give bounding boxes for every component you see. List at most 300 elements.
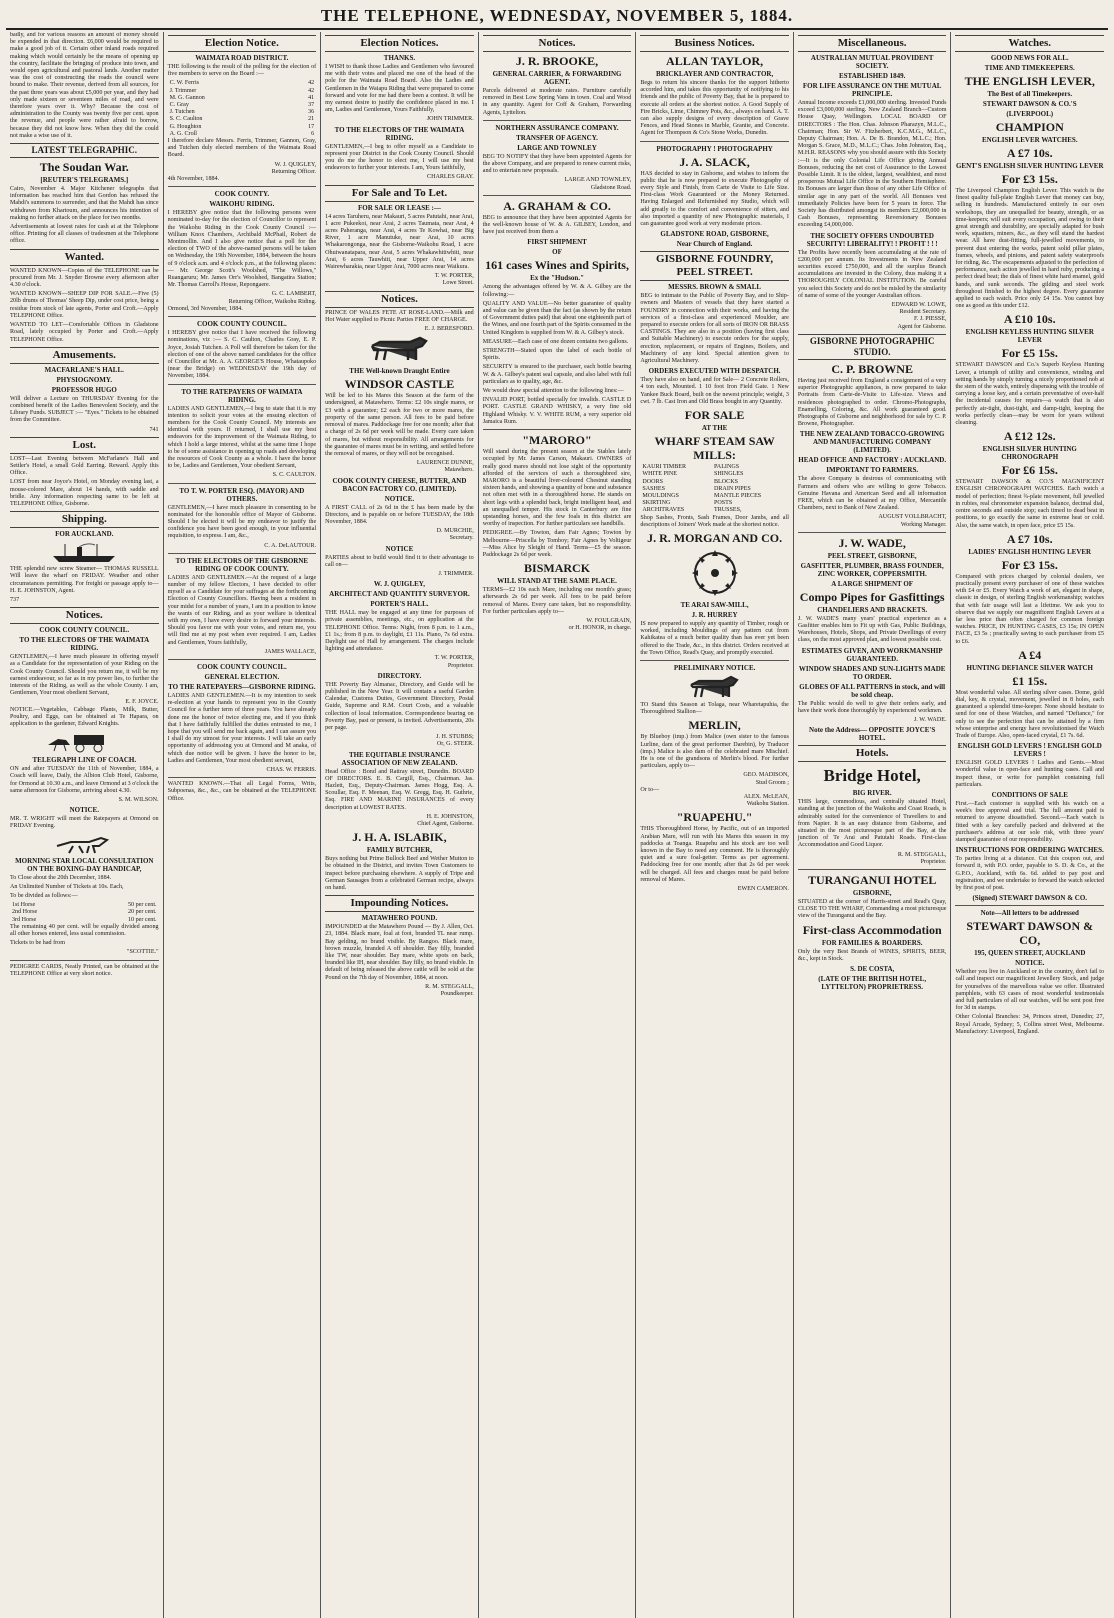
public-text: The Public would do well to give their orders early, and have their work done thoroughly by experienced workmen.	[797, 700, 947, 714]
price-heading: A £7 10s.	[1006, 146, 1053, 160]
table-row	[640, 479, 789, 486]
signature-address: Lowe Street.	[442, 280, 474, 287]
signature: F. J. PIESSE,	[913, 316, 947, 323]
sdc-address: 195, QUEEN STREET, AUCKLAND	[974, 949, 1086, 958]
timber-table	[640, 464, 789, 514]
price-heading: For £3 15s.	[1001, 172, 1058, 186]
soudan-war-heading: The Soudan War.	[39, 160, 129, 175]
lost-heading: Lost.	[10, 437, 159, 454]
watch-type: ENGLISH KEYLESS HUNTING SILVER LEVER	[965, 328, 1094, 345]
prize-table	[10, 902, 159, 924]
latest-telegraphic-heading: LATEST TELEGRAPHIC.	[10, 143, 159, 158]
price-heading: A £10 10s.	[1003, 312, 1056, 327]
notice-title: NOTICE.	[69, 806, 99, 815]
prize-label: 1st Horse	[12, 902, 36, 909]
english-lever-heading: THE ENGLISH LEVER,	[964, 74, 1095, 88]
tickets-from: Tickets to be had from	[10, 940, 65, 947]
brooke-title: GENERAL CARRIER, & FORWARDING AGENT.	[492, 70, 622, 86]
cairo-telegram: Cairo, November 4. Major Kitchener telegraphs that information has reached him that Gordon has refused the Mahdi's summons to surrender, and that the Mahdi has since withdrawn from Khartoum, and announces his intention of making no further attack on the place for two months.	[10, 186, 159, 221]
architect-title: ARCHITECT AND QUANTITY SURVEYOR.	[329, 590, 470, 599]
timber-item: MOULDINGS	[642, 492, 679, 499]
table-row	[10, 909, 159, 916]
price-heading: For £5 15s.	[1001, 346, 1058, 361]
divider	[640, 660, 789, 661]
equitable-title: THE EQUITABLE INSURANCE ASSOCIATION OF NEW ZEALAND.	[341, 750, 458, 767]
signature: LAURENCE DUNNE,	[416, 460, 474, 467]
table-row	[168, 109, 317, 116]
champion-heading: CHAMPION	[995, 120, 1064, 134]
nominations-notice: I HEREBY give notice that I have received the following nominations, viz :— S. C. Caulton, Charles Gray, E. P. Joyce, Josiah Tutchen. A Poll will therefore be taken for the election of one of the above named candidates for the office of Councillor at Mr. A. A. GEORGE'S House, Whataupoko (near the Bridge) on WEDNESDAY the 19th day of November, 1884.	[167, 330, 317, 380]
candidate-name: M. G. Gannon	[169, 94, 205, 101]
divided-line: To be divided as follows:—	[10, 893, 78, 900]
advantages-intro: Among the advantages offered by W. & A. Gilbey are the following:—	[482, 284, 632, 298]
items-for-sale: They have also on hand, and for Sale— 2 Concrete Rollers, 4 ton each, Mounted. 1 10 foot Iron Field Gate. 1 New Yankee Buck Board, built on the newest principle; weight, 3 cwt. 7 lb. Cast Iron and Old Brass bought in any Quantity.	[640, 377, 789, 405]
branches-text: Other Colonial Branches: 34, Princes street, Dunedin; 27, Royal Arcade, Sydney; 5, Collins street West, Melbourne. Manufactory: Liverpool, England.	[955, 1014, 1105, 1035]
bismarck-text: TERMS—£2 10s each Mare, including one month's grass; afterwards 2s 6d per week. All fees to be paid before removal of Mares. Every care taken, but no responsibility. For further particulars apply to—	[482, 587, 632, 615]
caulton-address: LADIES AND GENTLEMEN,—I beg to state that it is my intention to solicit your votes at the ensuing election of members for the Cook County Council. My interests are identical with yours. If returned, I shall use my best endeavors for the improvement of the Waimata Riding, to which I hold a large interest, whilst at the same time I hope to be of some assistance in opening up roads and developing the resources of Cook County as a whole. I have the honor to be, Ladies and Gentlemen, Your obedient Servant,	[167, 405, 317, 470]
instructions-title: INSTRUCTIONS FOR ORDERING WATCHES.	[955, 846, 1104, 855]
turanganui-text: SITUATED at the corner of Harris-street and Read's Quay, CLOSE TO THE WHARF, Commanding a most picturesque view of the Turanganui and the Bay.	[797, 898, 947, 920]
table-row	[10, 902, 159, 909]
poll-result-text: THE following is the result of the polling for the election of five members to serve on the Board :—	[167, 64, 317, 78]
ruapehu-heading: "RUAPEHU."	[676, 810, 753, 825]
quality-text: QUALITY AND VALUE—No better guarantee of quality and value can be given than the fact (as shown by the return of Government duties paid) that about one eighteenth part of the Wines, and one fourth part of the Spirits consumed in the United Kingdom is supplied from W. & A. Gilbey's stock.	[482, 300, 632, 336]
divider	[168, 659, 317, 660]
business-heading: Business Notices.	[640, 35, 789, 52]
candidate-name: J. Tutchen	[169, 109, 195, 116]
stewart-dawson-line: STEWART DAWSON & CO.'S	[982, 100, 1077, 108]
notice-title: NOTICE.	[1015, 959, 1045, 968]
divider	[168, 316, 317, 317]
signature: or H. HONOR, in charge.	[568, 625, 632, 632]
column-1	[6, 32, 164, 1618]
pedigree-text: PEDIGREE.—By Towton, dam Fair Agnes; Towton by Melbourne—Priscella by Tomboy; Fair Agnes by Voltigeur—Miss Alice by Sleight of Hand. Terms—£5 the season. Paddockage 2s 6d per week.	[482, 530, 632, 558]
wanted-ad-3: WANTED TO LET—Comfortable Offices in Gladstone Road, lately occupied by Porter and Croft.—Apply TELEPHONE Office.	[10, 322, 159, 343]
table-row	[168, 131, 317, 138]
porter-title: TO T. W. PORTER ESQ. (MAYOR) AND OTHERS.	[179, 486, 305, 503]
price-heading: For £6 15s.	[1001, 463, 1058, 478]
signature: S. C. CAULTON.	[272, 472, 317, 479]
champion-text: The Liverpool Champion English Lever. This watch is the finest quality full-plate English Lever that money can buy, selling in hundreds. Manufactured entirely in our own workshops, they are unequalled for beauty, strength, or as time-keepers; will suit every occupation, and owing to their great strength and durability, are specially adapted for bush work, squatters, miners, &c., as they will stand the hardest wear. All have dust-fitting, full-jewelled movements, to prevent dust entering the works, patent solid pillar plates, frames, wheels, and pinions, and patent safety waterproofs for riding, &c. The escapements adjusted to the perfection of performance, each action jewelled in hard ruby, producing a perfect dead beat; the dials of finest white hard enamel, gold hands, and sunk seconds. The gilding and steel work throughout finished to the highest degree. Every guarantee applied to each watch. Price only £4 15s. You cannot buy one as good as this under £12.	[955, 188, 1105, 310]
sawblade-icon	[690, 548, 740, 598]
council-title: COOK COUNTY COUNCIL.	[196, 320, 287, 329]
for-auckland: FOR AUCKLAND.	[55, 530, 114, 539]
ruapehu-text: THIS Thoroughbred Horse, by Pacific, out of an imported Arabian Mare, will run with his Mares this season in my paddocks at Toanga. Ruapehu and his stock are too well known in the Bay to need any comment. He is thoroughly quiet and a sure foal-getter. Terms as per agreement. Paddocking free for one month; after that 2s 6d per week will be charged. All fees and charges must be paid before removal of Mares.	[640, 826, 789, 883]
butcher-text: Buys nothing but Prime Bullock Beef and Wether Mutton to be obtained in the District, and invites Town Customers to inspect before purchasing elsewhere. A supply of Tripe and German Sausages from a celebrated German recipe, always on hand.	[325, 856, 474, 892]
watch-type: GENT'S ENGLISH SILVER HUNTING LEVER	[955, 162, 1104, 170]
ratepayers-title: TO THE RATEPAYERS OF WAIMATA RIDING.	[181, 387, 303, 404]
agency-text: BEG TO NOTIFY that they have been appointed Agents for the above Company, and are prepared to renew current risks, and to entertain new proposals.	[482, 153, 632, 175]
signature-title: Returning Officer.	[271, 168, 317, 175]
candidate-name: C. Gray	[169, 102, 189, 109]
head-office: HEAD OFFICE AND FACTORY : AUCKLAND.	[798, 456, 947, 465]
watch-type: HUNTING DEFIANCE SILVER WATCH	[966, 663, 1093, 672]
signature: J. TRIMMER.	[438, 570, 474, 577]
divider	[798, 532, 947, 533]
table-row	[640, 500, 789, 507]
prize-value: 20 per cent.	[127, 909, 157, 916]
column-5	[636, 32, 794, 1618]
signature: S. M. WILSON.	[118, 797, 159, 803]
general-election-title: GENERAL ELECTION.	[204, 673, 280, 681]
candidate-name: J. Trimmer	[169, 87, 197, 94]
prize-value: 50 per cent.	[127, 902, 157, 909]
road-district-title: WAIMATA ROAD DISTRICT.	[195, 54, 289, 62]
butcher-title: FAMILY BUTCHER,	[366, 846, 432, 855]
prize-label: 2nd Horse	[12, 909, 38, 916]
tickets-line: An Unlimited Number of Tickets at 10s. Each,	[10, 883, 124, 890]
address-line: Note the Address— OPPOSITE JOYCE'S HOTEL.	[809, 726, 936, 743]
shipment-line: A LARGE SHIPMENT OF	[831, 579, 914, 588]
transfer-title: TRANSFER OF AGENCY.	[516, 133, 598, 142]
chandeliers-line: CHANDELIERS AND BRACKETS.	[817, 605, 928, 614]
families-line: FOR FAMILIES & BOARDERS.	[821, 938, 923, 947]
timber-item: TRUSSES,	[713, 507, 742, 514]
notices-heading: Notices.	[325, 291, 474, 308]
hudson-line: Ex the "Hudson."	[530, 274, 584, 283]
table-row	[640, 486, 789, 493]
hurrey-text: IS now prepared to supply any quantity of Timber, rough or worked, including Mouldings of any pattern cut from Kahikatea of a much better quality than has ever yet been offered to the Trade, &c., in this district. Orders received at the Town Office, Read's Quay, and promptly executed.	[640, 620, 789, 656]
signature-title: Secretary.	[449, 535, 474, 542]
ferris-address: LADIES AND GENTLEMEN.—It is my intention to seek re-election at your hands to represent you in the County Council for a further term of three years. You have already done me the honor of twice electing me, and if you think that I have faithfully fulfilled the duties entrusted to me, I hope that you will send me back again, and I can assure you I shall do my utmost for your interests. I will take an early opportunity of addressing you at Ormond and M anaka, of which due notice will be given. I have the honor to be, Ladies and Gentlemen, Your most obedient servant,	[167, 693, 317, 764]
windsor-castle-title: WINDSOR CASTLE	[344, 377, 455, 392]
signature-address: Gladstone Road.	[590, 184, 632, 191]
ad-number: 737	[10, 596, 20, 603]
columns	[6, 32, 1108, 1618]
bridge-text: THIS large, commodious, and centrally situated Hotel, standing at the junction of the Waikohu and Coast Roads, is admirably suited for the convenience of Travellers to and from Napier. It is an easy distance from Gisborne, and situated in the most picturesque part of the Bay, at the junction of Te Arai and Patutahi Roads. First-class Accommodation and Good Liquor.	[797, 799, 947, 849]
cook-county-title: COOK COUNTY.	[214, 190, 270, 199]
horse-racing-icon	[49, 834, 119, 854]
gold-levers-line: ENGLISH GOLD LEVERS ! ENGLISH GOLD LEVERS !	[957, 742, 1102, 759]
notices-heading: Notices.	[483, 35, 632, 52]
hotels-heading: Hotels.	[798, 745, 947, 762]
first-shipment: FIRST SHIPMENT	[527, 238, 587, 247]
divider	[483, 195, 632, 196]
taylor-text: Begs to return his sincere thanks for the support hitherto accorded him, and takes this opportunity of notifying to his friends and the public of Poverty Bay, that he is prepared to execute all orders at the shortest notice. A Good Supply of Fire Bricks, Lime, Chimney Pots, &c., always on hand. A. T. can also supply designs of every description of Grave Fences, and Head Stones in Marble, Granite, and Concrete. Agent for Thompson & Co's Stone Works, Dunedin.	[640, 80, 789, 137]
table-row	[168, 80, 317, 87]
waikohu-notice: I HEREBY give notice that the following persons were nominated to-day for the election of Councillor to represent the Waikohu Riding in the Cook County Council :— William Knox Chambers, Archibald McPhail, Robert de Montmollin. And I also give notice that a poll for the election of TWO of the above-named persons will be taken on Wednesday, the 19th November, 1884, between the hours of 9 o'clock a.m. and 4 o'clock p.m., at the following places:— Mr. George Scott's Woolshed, "The Willows," Ruangaruru; Mr. James Orr's Woolshed, Bangatira Station; Mr. Thomas Carroll's House, Repongaere.	[167, 210, 317, 289]
signature-address: Waikohu Station.	[746, 801, 789, 808]
wright-notice: MR. T. WRIGHT will meet the Ratepayers at Ormond on FRIDAY Evening.	[10, 816, 159, 830]
timekeepers-line: TIME AND TIMEKEEPERS.	[984, 64, 1075, 72]
timber-item: DOORS	[642, 478, 663, 485]
timber-item: SHINGLES	[713, 471, 744, 478]
council-title: COOK COUNTY COUNCIL.	[196, 663, 287, 671]
electors-title: TO THE ELECTORS OF THE WAIMATA RIDING.	[334, 125, 465, 142]
turanganui-heading: TURANGANUI HOTEL	[808, 872, 937, 887]
directory-text: THE Poverty Bay Almanac, Directory, and Guide will be published in the New Year. It will contain a useful Garden Calendar, Customs Duties, Government Directory, Postal Guide, Supreme and R.M. Court Costs, and a valuable collection of local information. Correspondence bearing on Poverty Bay, past or present, is invited. Advertisements, 20s per page.	[325, 681, 474, 731]
signature-title: Returning Officer, Waikohu Riding.	[228, 298, 317, 305]
costa-title: (LATE OF THE BRITISH HOTEL, LYTTELTON) PROPRIETRESS.	[818, 975, 927, 991]
ad-number: 741	[149, 426, 159, 433]
legal-forms-ad: WANTED KNOWN.—That all Legal Forms, Writs, Subpoenas, &c., &c., can be obtained at the TELEPHONE Office.	[167, 781, 317, 802]
prize-value: 10 per cent.	[127, 916, 157, 923]
hall-text: THE HALL may be engaged at any time for purposes of private assemblies, meetings, etc., on application at the TELEPHONE Office. Terms: Night, from 8 p.m. to 1 a.m., £1 1s.; from 8 p.m. to daylight, £1 11s. Piano, 7s 6d extra. Daylight use of Hall by arrangement. The charges include lighting and attendance.	[325, 610, 474, 653]
candidate-name: S. C. Caulton	[169, 116, 203, 123]
browne-name: C. P. BROWNE	[831, 361, 913, 376]
signature: JAMES WALLACE,	[264, 648, 317, 655]
misc-heading: Miscellaneous.	[798, 35, 947, 52]
amusements-heading: Amusements.	[10, 347, 159, 364]
table-row	[168, 116, 317, 123]
timber-item: WHITE PINE	[642, 471, 678, 478]
equitable-text: Head Office : Bond and Rattray street, Dunedin. BOARD OF DIRECTORS. E. B. Cargill, Esq., Chairman. Jas. Hazlett, Esq., Deputy-Chairman. James Hogg, Esq. A. Scoullar, Esq. F. Meenan, Esq. W. Gregg, Esq. H. Guthrie, Esq. FIRE AND MARINE INSURANCES of every description at LOWEST RATES.	[325, 768, 474, 811]
watch-type: ENGLISH SILVER HUNTING CHRONOGRAPH	[982, 445, 1077, 462]
price-heading: A £4	[1018, 647, 1042, 662]
butcher-name: J. H. A. ISLABIK,	[352, 830, 447, 845]
good-news-line: GOOD NEWS FOR ALL.	[990, 54, 1069, 62]
consultation-title: MORNING STAR LOCAL CONSULTATION ON THE BOXING-DAY HANDICAP,	[15, 856, 154, 873]
profits-text: The Profits have recently been accumulating at the rate of £200,000 per annum. Its Investments in New Zealand securities exceed £750,000, and all the surplus Branch accumulations are invested in the Colony, thus making it a THOROUGHLY COLONIAL INSTITUTION. Be careful you select this Society and do not be misled by the similarity of name of some of the younger Australian offices.	[797, 249, 947, 299]
photography-title: PHOTOGRAPHY ! PHOTOGRAPHY	[656, 144, 773, 153]
land-list: 14 acres Taruheru, near Makauri, 5 acres Patutahi, near Arai, 1 acre Pukeekoi, near Arai, 2 acres Taumata, near Arai, 4 acres Paheranga, near Arai, 4 acres Te Kowhai, near Big River, 1 acre Manutuke, near Arai, 10 acres Whakarongonga, near the Gisborne-Waikohu Road, 1 acre Ohuiwanatapara, near Arai, 5 acres Whakawhitiwhiti, near Arai, 6 acres Tauwhiti, near Upper Arai, 14 acres Wairewharakia, near Upper Arai, 7000 acres near Waikura.	[325, 213, 474, 271]
signature: EDWARD W. LOWE,	[891, 302, 947, 309]
signature-title: Chief Agent, Gisborne.	[417, 821, 474, 828]
foundry-heading: GISBORNE FOUNDRY, PEEL STREET.	[640, 251, 789, 281]
pedigree-cards: PEDIGREE CARDS, Neatly Printed, can be obtained at the TELEPHONE Office at very short notice.	[10, 963, 159, 977]
gray-address: GENTLEMEN,—I beg to offer myself as a Candidate to represent your District in the Cook County Council. Should you do me the honor to elect me, I will use my best endeavors to further your interests. I am, Yours faithfully,	[325, 143, 474, 172]
brooke-name: J. R. BROOKE,	[515, 54, 599, 68]
column-4	[479, 32, 637, 1618]
signature-title: Proprietor.	[920, 858, 947, 865]
hurrey-name: J. R. HURREY	[691, 610, 738, 619]
studio-address: GLADSTONE ROAD, GISBORNE,	[660, 230, 769, 239]
prize-label: 3rd Horse	[12, 916, 37, 923]
compo-pipes-heading: Compo Pipes for Gasfittings	[799, 589, 945, 604]
amp-text: Annual Income exceeds £1,000,000 sterling. Invested Funds exceed £3,000,000 sterling. New Zealand Branch—Custom House Quay, Wellington. LOCAL BOARD OF DIRECTORS : The Hon. Chas. Johnson Pharazyn, M.L.C., Chairman; Hon. Sir W. Fitzherbert, K.C.M.G., M.L.C., Deputy Chairman; Hon. A. De B. Brandon, M.L.C.; Hon. Morgan S. Grace, M.D., M.L.C.; Chas. John Johnston, Esq., M.H.R. REASONS why you should assure with this Society :—It is the only Colonial Life Office giving Annual Bonuses, reducing the net cost of Assurance to the Lowest Possible Limit. It is the oldest, largest, wealthiest, and most prosperous Mutual Life Office in the Southern Hemisphere. Its Bonuses are larger than those of any other Life Office of similar age in any part of the world. All Bonuses vest immediately Policies have been for 5 years in force. The Society has distributed amongst its members £2,000,000 in Cash Bonuses, representing Reversionary Bonuses exceeding £4,000,000.	[797, 100, 947, 229]
quigley-name: W. J. QUIGLEY,	[373, 580, 425, 589]
window-shades-line: WINDOW SHADES AND SUN-LIGHTS MADE TO ORDER.	[798, 664, 946, 681]
declaration-text: I therefore declare Messrs. Ferris, Trimmer, Gannon, Gray, and Tutchen duly elected members of the Waimata Road Board.	[167, 138, 317, 159]
wallace-address: LADIES AND GENTLEMEN.—At the request of a large number of my fellow Electors, I have decided to offer myself as a Candidate for your suffrages at the forthcoming Election of County Councillors. Having been a resident in your midst for a number of years, I am in a position to know the wants of our Riding, and as your welfare is identical with my own, I have every desire to forward your interests. Should you favor me with your votes, and return me, you will find me at my post when ever required. I am, Ladies and Gentlemen, Yours faithfully,	[167, 574, 317, 646]
column-2	[164, 32, 322, 1618]
lecture-text: Will deliver a Lecture on THURSDAY Evening for the combined benefit of the Ladies Benevolent Society, and the Library Funds. SUBJECT :— "Eyes." Tickets to be obtained from the Committee.	[10, 395, 159, 424]
coach-icon	[44, 731, 124, 753]
signature: Or, G. STEER.	[436, 741, 474, 748]
signature: T. W. PORTER,	[434, 655, 474, 662]
of-line: OF	[552, 248, 562, 257]
note-line: Note—All letters to be addressed	[980, 909, 1079, 918]
column-7	[951, 32, 1108, 1618]
timber-item: POSTS	[713, 500, 733, 507]
produce-notice: NOTICE.—Vegetables, Cabbage Plants, Milk, Butter, Poultry, and Eggs, can be obtained at Te Hapara, on application to the gardener, Edward Knights.	[10, 706, 159, 727]
price-heading: For £3 15s.	[1001, 557, 1058, 572]
delautour-address: GENTLEMEN,—I have much pleasure in consenting to be nominated for the honorable office of Mayor of Gisborne. Should I be elected it will be my endeavor to justify the confidence you have been good enough, in your influential requisition, to express. I am, &c.,	[167, 504, 317, 540]
coach-text: ON and after TUESDAY the 11th of November, 1884, a Coach will leave, Daily, the Albion Club Hotel, Gisborne, for Ormond at 10.30 a.m., and leave Ormond at 3 o'clock the same afternoon for Gisborne, arriving about 4.30.	[10, 766, 159, 794]
sdc-heading: STEWART DAWSON & CO,	[966, 919, 1094, 948]
signature-address: Matawhero.	[444, 467, 474, 474]
poll-results-table	[168, 80, 317, 138]
orders-title: ORDERS EXECUTED WITH DESPATCH.	[648, 367, 781, 376]
signature: JOHN TRIMMER.	[426, 116, 474, 123]
election-heading: Election Notice.	[168, 35, 317, 52]
morgan-heading: J. R. MORGAN AND CO.	[647, 530, 783, 545]
column-3	[321, 32, 479, 1618]
ladies-text: Compared with prices charged by colonial dealers, we practically present every purchaser of one of these watches with £4 or £5. Every Watch a work of art, elegant in shape, classic in design, of sterling English workmanship; watches that with fair usage will last a lifetime. We ask you to observe that we supply our magnificent English Levers at a far less price than often charged for common foreign watches. PRICE, IN HUNTING CASES, £3 15s; IN OPEN FACE, £3 5s ; practically saving to each purchaser from £5 to £6.	[955, 573, 1105, 645]
gisborne-electors-title: TO THE ELECTORS OF THE GISBORNE RIDING OF COOK COUNTY.	[175, 556, 309, 573]
te-arai-title: TE ARAI SAW-MILL,	[680, 600, 749, 609]
signature: CHARLES GRAY.	[427, 174, 474, 181]
notice-title: NOTICE.	[384, 494, 415, 503]
signature: H. E. JOHNSTON,	[426, 813, 474, 820]
price-heading: A £12 12s.	[1003, 429, 1056, 444]
bismarck-subheading: WILL STAND AT THE SAME PLACE.	[497, 577, 617, 586]
trades-line: GASFITTER, PLUMBER, BRASS FOUNDER, ZINC WORKER, COPPERSMITH.	[800, 561, 944, 578]
merlin-text: By Blueboy (imp.) from Malice (own sister to the famous Lurline, dam of the great performer Darebin), by Traducer (imp.) Malice is also dam of the celebrated mare Mischief. He is one of the grandsons of Merlin's blood. For further particulars, apply to—	[640, 734, 789, 770]
masthead: THE TELEPHONE, WEDNESDAY, NOVEMBER 5, 1884.	[6, 4, 1108, 30]
graham-heading: A. GRAHAM & CO.	[503, 198, 611, 213]
thanks-text: I WISH to thank those Ladies and Gentlemen who favoured me with their votes and placed me one of the head of the pole for the Waimata Road Board. Also the Ladies and Gentlemen in the Waiapu Riding that were prepared to come forward and vote for me had there been a contest. It will be my earnest desire to justify the confidence placed in me. I am, Ladies and Gentlemen, Yours Faithfully,	[325, 64, 474, 114]
taylor-name: ALLAN TAYLOR,	[666, 54, 764, 68]
pound-text: IMPOUNDED at the Matawhero Pound — By J. Allen, Oct. 23, 1884. Black mare, foal at foot, branded TL near rump. Bay gelding, no brand visible. By Rangoo. Black mare, brown muzzle, branded A off shoulder. Bay filly, branded like TW, near shoulder. Bay mare, white spots on back, branded like IH, near shoulder. Bay filly, no brand visible. In default of being released the above cattle will be sold at the Pound on the 7th day of November, 1884, at noon.	[325, 924, 474, 981]
notices-heading: Notices.	[10, 607, 159, 624]
gisborne-line: GISBORNE,	[852, 888, 892, 897]
signature-title: Agent for Gisborne.	[897, 323, 947, 330]
signature: ALEX. McLEAN,	[743, 793, 789, 800]
lost-ad-2: LOST from near Joyce's Hotel, on Monday evening last, a mouse-colored Mare, about 14 hands, with saddle and bridle. Any information respecting same to be left at TELEPHONE Office, Gisborne.	[10, 479, 159, 507]
council-title: COOK COUNTY COUNCIL.	[39, 626, 130, 635]
candidate-name: G. Houghton	[169, 123, 202, 130]
at-the: AT THE	[701, 424, 728, 433]
studio-near: Near Church of England.	[676, 240, 753, 249]
costa-name: S. DE COSTA,	[850, 965, 895, 973]
signed-line: (Signed) STEWART DAWSON & CO.	[972, 894, 1088, 903]
timber-item: PALINGS	[713, 464, 740, 471]
vote-count: 41	[308, 94, 315, 101]
graham-text: BEG to announce that they have been appointed Agents for the well-known house of W. & A. GILBEY, London, and have just received from them a	[482, 214, 632, 236]
wade-heading: J. W. WADE,	[838, 535, 906, 550]
slack-name: J. A. SLACK,	[679, 154, 750, 169]
timber-item: KAURI TIMBER	[642, 464, 687, 471]
election-heading: Election Notices.	[325, 35, 474, 52]
table-row	[640, 471, 789, 478]
table-row	[640, 507, 789, 514]
price-heading: A £7 10s.	[1006, 531, 1053, 546]
timber-item: DRAIN PIPES	[713, 485, 751, 492]
porters-hall-title: PORTER'S HALL.	[370, 600, 429, 609]
vote-count: 6	[311, 130, 315, 137]
signature-title: Working Manager.	[900, 521, 947, 528]
close-date: To Close about the 20th December, 1884.	[10, 874, 112, 881]
notice-title: NOTICE	[385, 544, 414, 553]
wade-text: J. W. WADE'S many years' practical experience as a Gasfitter enables him to Fit up with Gas, Public Buildings, Warehouses, Hotels, Shops, and Private Dwellings of every class, on the most approved plan, and lowest possible cost.	[797, 615, 947, 644]
gold-text: ENGLISH GOLD LEVERS ! Ladies and Gents.—Most wonderful value in open-face and hunting cases. Call and inspect these, or write for pamphlet containing full particulars.	[955, 760, 1105, 788]
notice-date: 4th November, 1884.	[167, 176, 220, 183]
shipping-heading: Shipping.	[10, 511, 159, 528]
ads-notice: Advertisements at lowest rates for cash at at the Telephone office. Printing for all classes of tradesmen at the Telephone office.	[10, 224, 159, 245]
northern-title: NORTHERN ASSURANCE COMPANY.	[495, 123, 619, 132]
candidate-name: A. G. Croll	[169, 130, 197, 137]
signature-title: Resident Secretary.	[899, 309, 947, 316]
chrono-text: STEWART DAWSON & CO.'S MAGNIFICENT ENGLISH CHRONOGRAPH WATCHES. Each watch a model of perfection; finest ¾-plate movement, full jewelled in rubies, real chronometer expansion balance, decimal dial, centre seconds and outside stop; each timed to dead beat in positions, to go exactly the same in extreme heat or cold. Also, the same watch, in open face, price £5 15s.	[955, 479, 1105, 529]
fete-notice: PRINCE OF WALES FETE AT ROSE-LAND.—Milk and Hot Water supplied to Picnic Parties FREE OF CHARGE.	[325, 309, 474, 323]
timber-item: BLOCKS	[713, 478, 739, 485]
brooke-text: Parcels delivered at moderate rates. Furniture carefully removed in Best Low Spring Vans in town. Coal and Wood in any quantity. Agent for Coff & Graham, Forwarding Agents, Lyttelton.	[482, 88, 632, 116]
divider	[168, 186, 317, 187]
candidate-name: C. W. Ferris	[169, 80, 200, 87]
peel-street: PEEL STREET, GISBORNE,	[827, 551, 917, 560]
shipping-text: THE splendid new screw Steamer— THOMAS RUSSELL Will leave the wharf on FRIDAY. Weather and other circumstances permitting. For freight or passage apply to— H. E. JOHNSTON, Agent.	[10, 566, 159, 594]
watches-heading: Watches.	[955, 35, 1104, 52]
steamship-icon	[49, 541, 119, 563]
lost-ad-1: LOST—Last Evening between McFarlane's Hall and Settler's Hotel, a small Gold Earring. Reward. Apply this Office.	[10, 455, 159, 477]
table-row	[168, 95, 317, 102]
conditions-text: First.—Each customer is supplied with his watch on a week's free approval and trial. The full amount paid is returned to anyone dissatisfied. Second.—Each watch is fitted with a key carefully packed and delivered at the purchaser's address at our sole risk, with three years' stamped guarantee of our responsibility.	[955, 800, 1105, 843]
factory-title: COOK COUNTY CHEESE, BUTTER, AND BACON FACTORY CO. (LIMITED).	[332, 476, 467, 493]
divider	[955, 905, 1104, 906]
thanks-title: THANKS.	[383, 54, 416, 62]
maroro-text: Will stand during the present season at the Stables lately occupied by Mr. James Carson, Makauri. OWNERS of really good mares should not lose sight of the opportunity afforded of the services of such a thoroughbred sire, MARORO is a beautiful liver-coloured Chestnut standing sixteen hands, and showing a quantity of bone and substance not often met with in a thoroughbred horse. He stands on short legs with a splendid back, bright intelligent head, and an unequalled temper. His stock in Canterbury are fine upstanding horses, and the few foals in this district are worthy of inspection. For further particulars see handbills.	[482, 449, 632, 528]
vote-count: 21	[308, 116, 315, 123]
draught-horse-icon	[364, 336, 434, 364]
divider	[483, 120, 632, 121]
remaining-text: The remaining 40 per cent. will be equally divided among all other horses entered, less usual commission.	[10, 923, 159, 938]
first-class-heading: First-class Accommodation	[802, 922, 942, 937]
signature: J. W. WADE.	[913, 716, 947, 723]
signature-title: Poundkeeper.	[440, 991, 474, 998]
signature: R. M. STEGGALL,	[425, 983, 474, 990]
table-row	[640, 464, 789, 471]
browne-text: Having just received from England a consignment of a very superior Photographic appliances, is now prepared to take Portraits from Carte-de-Visite to Life-size. Views and residences photographed to order. Chromo-Photographs, Enamelling, Coloring, &c. All work guaranteed good. Photographs of Gisborne and neighborhood for sale by C. P. Browne, Photographer.	[797, 377, 947, 428]
signature: CHAS. W. FERRIS.	[266, 767, 317, 774]
impounding-heading: Impounding Notices.	[325, 895, 474, 912]
conditions-title: CONDITIONS OF SALE	[991, 790, 1068, 799]
merlin-intro: TO Stand this Season at Tolaga, near Wharetapuhia, the Thoroughbred Stallion—	[640, 701, 789, 716]
signature: J. H. STUBBS;	[436, 734, 474, 741]
watch-type: LADIES' ENGLISH HUNTING LEVER	[968, 547, 1092, 556]
maroro-heading: "MARORO"	[522, 433, 592, 448]
signature: GEO. MADISON,	[743, 772, 789, 779]
joinery-text: Shop Sashes, Fronts, Sash Frames, Door Jambs, and all descriptions of Joiners' Work made at the shortest notice.	[640, 514, 789, 528]
windsor-text: Will be led to his Mares this Season at the farm of the undersigned, at Matawhero. Terms: £2 10s single mares, or £3 with a guarantee; £2 each for two or more mares, the property of the same person. All fees to be paid before removal of mares. Paddockage free for one month; after that a charge of 2s 6d per week will be made. Every care taken of mares, but without responsibility. All arrangements for the guarantee of mares must be in writing, and settled before the removal of mares, or they will not be recognised.	[325, 393, 474, 457]
for-sale-heading: FOR SALE	[684, 408, 745, 423]
estimates-line: ESTIMATES GIVEN, AND WORKMANSHIP GUARANTEED.	[801, 646, 943, 663]
pound-title: MATAWHERO POUND.	[361, 914, 438, 923]
stallion-icon	[685, 675, 745, 699]
divider	[168, 777, 317, 778]
signature: D. MURCHIE,	[436, 528, 474, 535]
signature: E. J. BERESFORD.	[424, 326, 474, 333]
call-notice: A FIRST CALL of 2s 6d in the £ has been made by the Directors, and is payable on or before TUESDAY, the 18th November, 1884.	[325, 504, 474, 525]
table-row	[168, 102, 317, 109]
signature: T. W. PORTER,	[434, 273, 474, 280]
table-row	[10, 917, 159, 924]
amp-title: AUSTRALIAN MUTUAL PROVIDENT SOCIETY.	[810, 54, 934, 70]
attention-text: We would draw special attention to the following lines:—	[482, 388, 624, 395]
table-row	[168, 88, 317, 95]
vote-count: 37	[308, 102, 315, 109]
wines-heading: 161 cases Wines and Spirits,	[485, 258, 629, 273]
instructions-text: To parties living at a distance. Cut this coupon out, and forward it, with P.O. order, payable to S. D. & Co., at the G.P.O., Auckland, with 6s. 6d. added to pay post and registration, and we undertake to forward the watch selected by first post of post.	[955, 856, 1105, 891]
draught-entire: THE Well-known Draught Entire	[349, 367, 450, 376]
signature: E. F. JOYCE.	[125, 699, 159, 706]
signature: "SCOTTIE."	[127, 949, 159, 956]
vote-count: 17	[308, 123, 315, 130]
product-lines: INVALID PORT, bottled specially for invalids. CASTLE D PORT. CASTLE GRAND WHISKY, a very fine old Highland Whisky. V. V. WHITE RUM, a very superior old Jamaica Rum.	[482, 397, 632, 425]
divider	[168, 384, 317, 385]
divider	[640, 141, 789, 142]
signature: G. C. LAMBERT,	[271, 291, 317, 298]
wanted-ad-2: WANTED KNOWN—SHEEP DIP FOR SALE.—Five (5) 20lb drums of Thomas' Sheep Dip, under cost price, being a residue from stock of late agents, Porter and Croft.—Apply TELEPHONE Office.	[10, 291, 159, 319]
photo-studio-heading: GISBORNE PHOTOGRAPHIC STUDIO.	[798, 334, 947, 360]
notice-text: Whether you live in Auckland or in the country, don't fail to call and inspect our magnificent Jewellery Stock, and judge for yourselves of the marvellous value we offer. Illustrated pamphlets, with 63 cases of most wonderful testimonials and full particulars of all our watches, will be sent post free for 3d in stamps.	[955, 969, 1105, 1012]
directory-title: DIRECTORY.	[377, 671, 422, 680]
table-row	[168, 124, 317, 131]
reuters-subheading: [REUTER'S TELEGRAMS.]	[40, 176, 129, 185]
signature: W. FOULGRAIN,	[586, 617, 632, 624]
signature-title: Proprietor.	[447, 662, 474, 669]
table-row	[640, 493, 789, 500]
